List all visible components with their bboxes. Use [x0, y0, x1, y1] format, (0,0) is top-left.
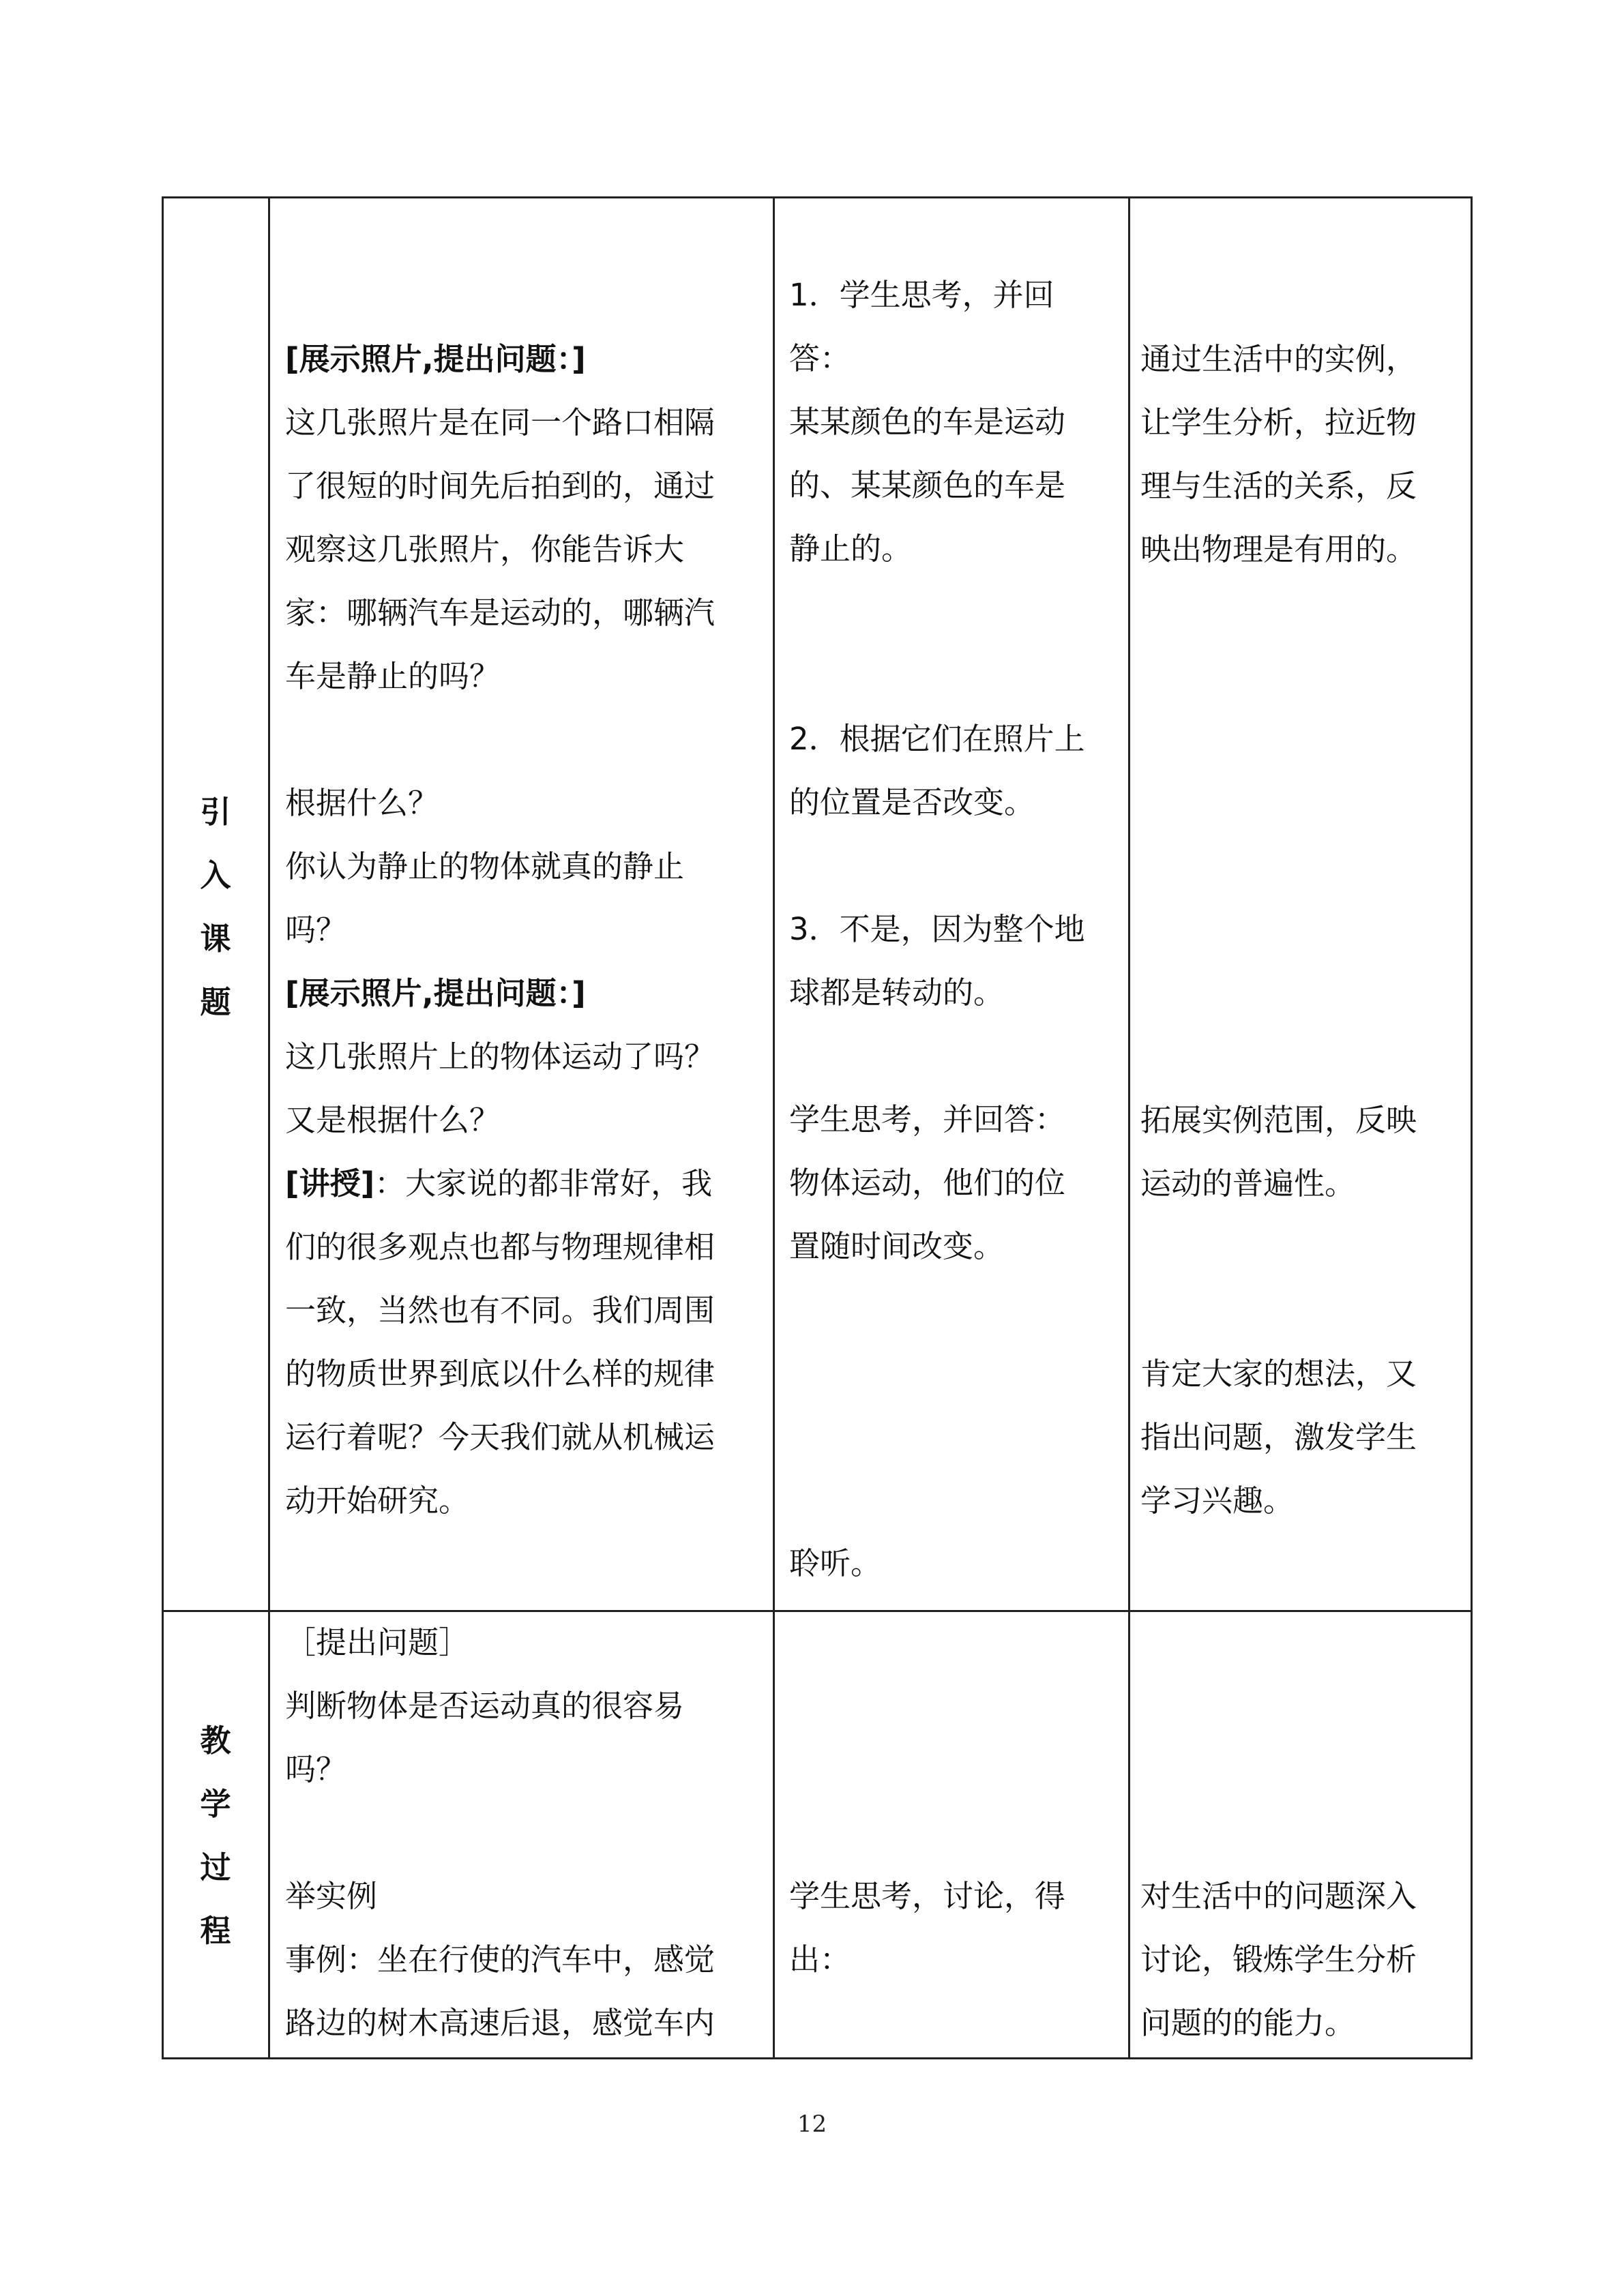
teacher-text: 你认为静止的物体就真的静止 — [285, 848, 685, 884]
teacher-text: 动开始研究。 — [285, 1482, 470, 1519]
section-label-char: 入 — [200, 857, 231, 893]
student-text: 出： — [789, 1941, 851, 1978]
intro-teacher-column — [285, 327, 715, 1532]
teacher-text: 运行着呢？今天我们就从机械运 — [285, 1419, 715, 1455]
teacher-text: [展示照片,提出问题：] — [285, 341, 586, 377]
intent-text: 学习兴趣。 — [1140, 1482, 1295, 1519]
column-divider — [1128, 198, 1130, 2057]
student-text: 的位置是否改变。 — [789, 784, 1035, 820]
column-divider — [268, 198, 270, 2057]
intent-text: 通过生活中的实例， — [1140, 341, 1417, 377]
student-text: 某某颜色的车是运动 — [789, 404, 1066, 440]
section-label-char: 学 — [200, 1786, 231, 1822]
teacher-text: 一致，当然也有不同。我们周围 — [285, 1292, 715, 1328]
teacher-text: 的物质世界到底以什么样的规律 — [285, 1356, 715, 1392]
section-label-char: 过 — [200, 1849, 231, 1885]
teacher-text: 又是根据什么？ — [285, 1102, 501, 1138]
teacher-text: 这几张照片上的物体运动了吗？ — [285, 1039, 715, 1075]
teacher-text: 根据什么？ — [285, 785, 439, 821]
student-text: 3．不是，因为整个地 — [789, 911, 1085, 947]
teacher-text: 这几张照片是在同一个路口相隔 — [285, 404, 715, 441]
lecture-text: ：大家说的都非常好，我 — [374, 1165, 713, 1202]
student-text: 1．学生思考，并回 — [789, 277, 1054, 313]
student-text: 静止的。 — [789, 531, 913, 567]
teacher-text: 车是静止的吗？ — [285, 658, 501, 694]
teacher-text: 举实例 — [285, 1878, 378, 1914]
teacher-text: ［提出问题］ — [285, 1624, 470, 1660]
student-text: 球都是转动的。 — [789, 974, 1005, 1011]
teacher-text: 家：哪辆汽车是运动的，哪辆汽 — [285, 595, 715, 631]
teacher-text: 事例：坐在行使的汽车中，感觉 — [285, 1941, 715, 1978]
student-text: 2．根据它们在照片上 — [789, 721, 1085, 757]
intent-text: 指出问题，激发学生 — [1140, 1419, 1417, 1455]
student-text: 的、某某颜色的车是 — [789, 467, 1066, 503]
intent-text: 拓展实例范围，反映 — [1140, 1102, 1417, 1138]
intent-text: 运动的普遍性。 — [1140, 1165, 1356, 1202]
teacher-text: [展示照片,提出问题：] — [285, 975, 586, 1011]
section-label-char: 程 — [200, 1913, 231, 1949]
intent-text: 讨论，锻炼学生分析 — [1140, 1941, 1417, 1978]
teacher-text: 了很短的时间先后拍到的，通过 — [285, 468, 715, 504]
student-text: 学生思考，讨论，得 — [789, 1878, 1066, 1914]
section-label-intro — [195, 794, 236, 1020]
section-label-char: 教 — [200, 1723, 231, 1759]
teacher-text: 路边的树木高速后退，感觉车内 — [285, 2005, 715, 2041]
teacher-text: 判断物体是否运动真的很容易 — [285, 1688, 685, 1724]
teacher-text: 吗？ — [285, 912, 347, 948]
intent-text: 肯定大家的想法，又 — [1140, 1356, 1417, 1392]
intent-text: 理与生活的关系，反 — [1140, 468, 1417, 504]
intent-text: 对生活中的问题深入 — [1140, 1878, 1417, 1914]
teacher-text: 们的很多观点也都与物理规律相 — [285, 1229, 715, 1265]
student-text: 聆听。 — [789, 1545, 882, 1581]
column-divider — [773, 198, 775, 2057]
page-number: 12 — [797, 2111, 827, 2138]
teacher-text: 吗？ — [285, 1751, 347, 1787]
intent-text: 问题的的能力。 — [1140, 2005, 1356, 2041]
student-text: 置随时间改变。 — [789, 1228, 1005, 1264]
intro-intent-column — [1140, 327, 1417, 1532]
teacher-text-lecture — [285, 1152, 715, 1215]
process-student-column — [789, 1864, 1065, 1991]
section-label-process — [195, 1723, 236, 1949]
process-teacher-column — [285, 1611, 715, 2055]
section-label-char: 引 — [200, 794, 231, 830]
lecture-tag: [讲授] — [285, 1165, 375, 1202]
intent-text: 映出物理是有用的。 — [1140, 531, 1417, 567]
student-text: 物体运动，他们的位 — [789, 1165, 1066, 1201]
process-intent-column — [1140, 1864, 1417, 2055]
intro-student-column — [789, 263, 1085, 1595]
student-text: 学生思考，并回答： — [789, 1101, 1066, 1137]
student-text: 答： — [789, 340, 851, 376]
intent-text: 让学生分析，拉近物 — [1140, 404, 1417, 441]
section-label-char: 课 — [200, 921, 231, 957]
section-label-char: 题 — [200, 984, 231, 1020]
teacher-text: 观察这几张照片，你能告诉大 — [285, 531, 685, 567]
